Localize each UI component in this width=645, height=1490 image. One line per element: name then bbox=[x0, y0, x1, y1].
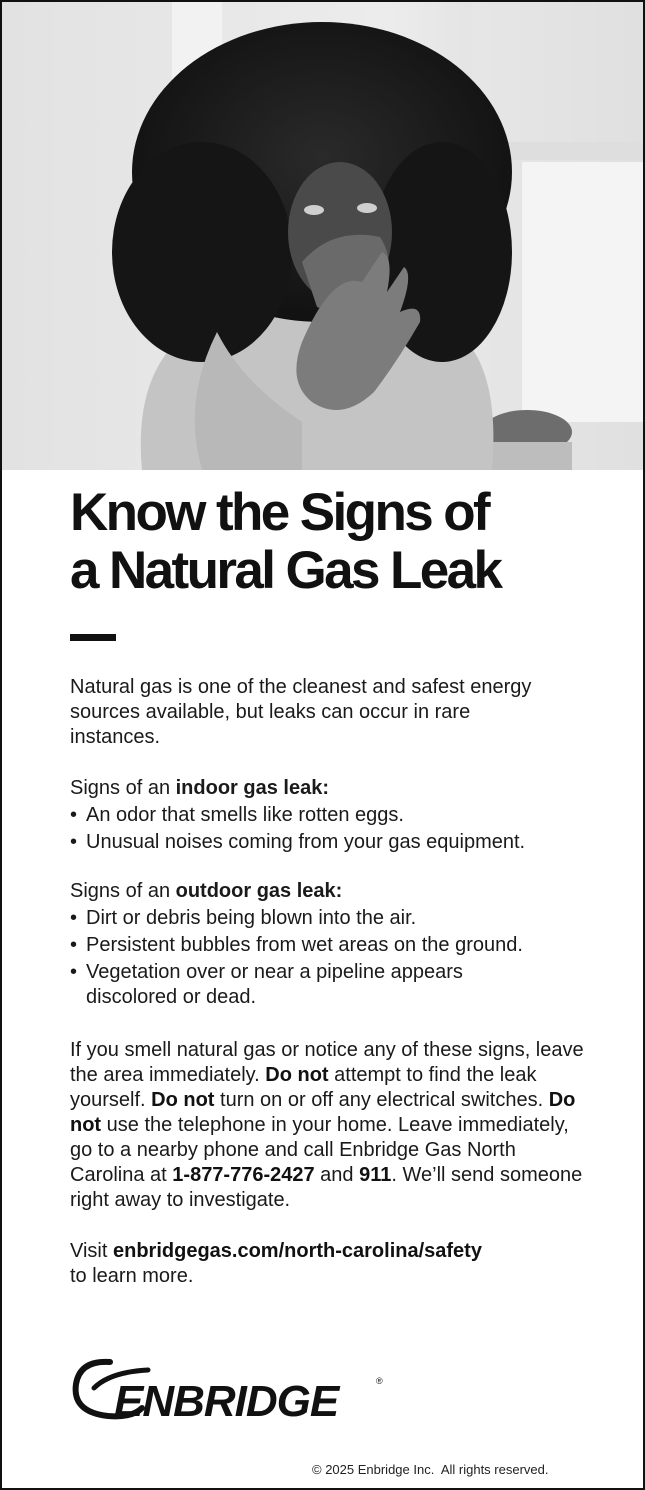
visit-paragraph bbox=[70, 1239, 630, 1289]
do-not-emphasis-3: Do not bbox=[70, 1089, 576, 1136]
headline-line-2: a Natural Gas Leak bbox=[70, 541, 501, 600]
woman-covering-nose-illustration bbox=[2, 2, 643, 470]
list-item: • Unusual noises coming from your gas equipment. bbox=[70, 830, 630, 855]
do-not-emphasis-1: Do not bbox=[265, 1064, 329, 1086]
indoor-heading-bold: indoor gas leak: bbox=[175, 777, 329, 799]
visit-suffix: to learn more. bbox=[70, 1265, 194, 1287]
warning-paragraph bbox=[70, 1038, 590, 1213]
indoor-signs-heading bbox=[70, 776, 630, 801]
safety-url: enbridgegas.com/north-carolina/safety bbox=[112, 1240, 482, 1262]
warning-text-6: . We’ll send someone right away to investigate. bbox=[70, 1164, 583, 1211]
ad-content bbox=[70, 484, 630, 1289]
indoor-signs-section bbox=[70, 776, 630, 855]
outdoor-heading-bold: outdoor gas leak: bbox=[175, 880, 343, 902]
outdoor-signs-list bbox=[70, 906, 630, 1010]
copyright-notice: © 2025 Enbridge Inc. All rights reserved. bbox=[312, 1462, 549, 1477]
hero-photo bbox=[2, 2, 643, 470]
list-item: • Vegetation over or near a pipeline appears discolored or dead. bbox=[70, 960, 526, 1010]
phone-number: 1-877-776-2427 bbox=[172, 1164, 315, 1186]
warning-text-5: and bbox=[314, 1164, 360, 1186]
emergency-number: 911 bbox=[359, 1164, 392, 1186]
outdoor-signs-section bbox=[70, 879, 630, 1010]
outdoor-signs-heading bbox=[70, 879, 630, 904]
enbridge-swirl-icon bbox=[70, 1354, 400, 1426]
warning-text-3: turn on or off any electrical switches. bbox=[214, 1089, 549, 1111]
indoor-heading-prefix: Signs of an bbox=[70, 777, 176, 799]
headline-divider bbox=[70, 634, 116, 641]
list-item: • Dirt or debris being blown into the air. bbox=[70, 906, 630, 931]
enbridge-logo bbox=[70, 1354, 400, 1426]
logo-wordmark: ENBRIDGE bbox=[114, 1377, 339, 1426]
do-not-emphasis-2: Do not bbox=[151, 1089, 215, 1111]
registered-mark: ® bbox=[376, 1376, 383, 1386]
visit-prefix: Visit bbox=[70, 1240, 113, 1262]
list-item: • An odor that smells like rotten eggs. bbox=[70, 803, 630, 828]
outdoor-heading-prefix: Signs of an bbox=[70, 880, 176, 902]
list-item: • Persistent bubbles from wet areas on the ground. bbox=[70, 933, 630, 958]
warning-text-2: attempt to find the leak yourself. bbox=[70, 1064, 537, 1111]
intro-paragraph: Natural gas is one of the cleanest and safest energy sources available, but leaks can occur in rare instances. bbox=[70, 676, 532, 748]
headline bbox=[70, 484, 630, 600]
warning-text-4: use the telephone in your home. Leave immediately, go to a nearby phone and call Enbridge Gas North Carolina at bbox=[70, 1114, 569, 1186]
indoor-signs-list bbox=[70, 803, 630, 855]
headline-line-1: Know the Signs of bbox=[70, 483, 489, 542]
warning-text-1: If you smell natural gas or notice any of these signs, leave the area immediately. bbox=[70, 1039, 584, 1086]
